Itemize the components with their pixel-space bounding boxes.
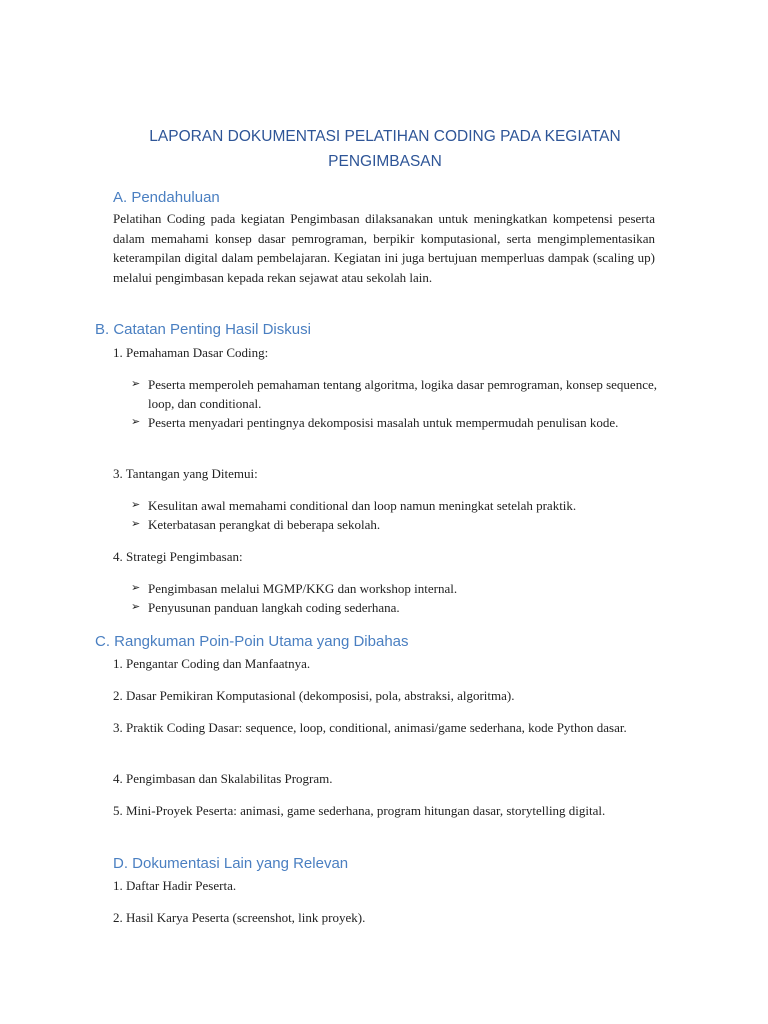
- list-item: 1. Pengantar Coding dan Manfaatnya.: [113, 656, 311, 671]
- section-b-group-label: 1. Pemahaman Dasar Coding:: [113, 345, 269, 360]
- section-b-group-label: 3. Tantangan yang Ditemui:: [113, 466, 258, 481]
- arrow-bullet-icon: ➢: [131, 518, 141, 530]
- bullet-text: Peserta memperoleh pemahaman tentang algoritma, logika dasar pemrograman, konsep sequence, loop, dan conditional.: [148, 377, 657, 411]
- list-item: 5. Mini-Proyek Peserta: animasi, game sederhana, program hitungan dasar, storytelling digital.: [113, 803, 606, 818]
- list-item: 1. Daftar Hadir Peserta.: [113, 878, 237, 893]
- list-item: 4. Pengimbasan dan Skalabilitas Program.: [113, 771, 333, 786]
- list-item: [131, 375, 661, 413]
- list-item: [131, 496, 661, 515]
- list-item: 3. Praktik Coding Dasar: sequence, loop, conditional, animasi/game sederhana, kode Python dasar.: [113, 720, 627, 735]
- list-item: 2. Dasar Pemikiran Komputasional (dekomposisi, pola, abstraksi, algoritma).: [113, 688, 515, 703]
- arrow-bullet-icon: ➢: [131, 416, 141, 428]
- list-item: [131, 515, 661, 534]
- bullet-text: Pengimbasan melalui MGMP/KKG dan workshop internal.: [148, 581, 458, 596]
- section-a-heading: A. Pendahuluan: [113, 189, 220, 206]
- section-b-group-label: 4. Strategi Pengimbasan:: [113, 549, 243, 564]
- arrow-bullet-icon: ➢: [131, 499, 141, 511]
- section-d-heading: D. Dokumentasi Lain yang Relevan: [113, 855, 349, 872]
- arrow-bullet-icon: ➢: [131, 601, 141, 613]
- list-item: [131, 413, 661, 432]
- bullet-text: Peserta menyadari pentingnya dekomposisi masalah untuk mempermudah penulisan kode.: [148, 415, 619, 430]
- list-item: 2. Hasil Karya Peserta (screenshot, link proyek).: [113, 910, 366, 925]
- section-b-heading: B. Catatan Penting Hasil Diskusi: [95, 321, 311, 338]
- arrow-bullet-icon: ➢: [131, 582, 141, 594]
- bullet-text: Keterbatasan perangkat di beberapa sekolah.: [148, 517, 381, 532]
- document-title: LAPORAN DOKUMENTASI PELATIHAN CODING PADA KEGIATAN PENGIMBASAN: [149, 128, 621, 170]
- section-a-paragraph: Pelatihan Coding pada kegiatan Pengimbasan dilaksanakan untuk meningkatkan kompetensi peserta dalam memahami konsep dasar pemrograman, berpikir komputasional, serta mengimplementasikan keterampilan digital dalam pembelajaran. Kegiatan ini juga bertujuan memperluas dampak (scaling up) melalui pengimbasan kepada rekan sejawat atau sekolah lain.: [113, 211, 655, 285]
- section-c-heading: C. Rangkuman Poin-Poin Utama yang Dibahas: [95, 633, 409, 650]
- list-item: [131, 579, 661, 598]
- arrow-bullet-icon: ➢: [131, 378, 141, 390]
- bullet-text: Penyusunan panduan langkah coding sederhana.: [148, 600, 400, 615]
- list-item: [131, 598, 661, 617]
- bullet-text: Kesulitan awal memahami conditional dan loop namun meningkat setelah praktik.: [148, 498, 577, 513]
